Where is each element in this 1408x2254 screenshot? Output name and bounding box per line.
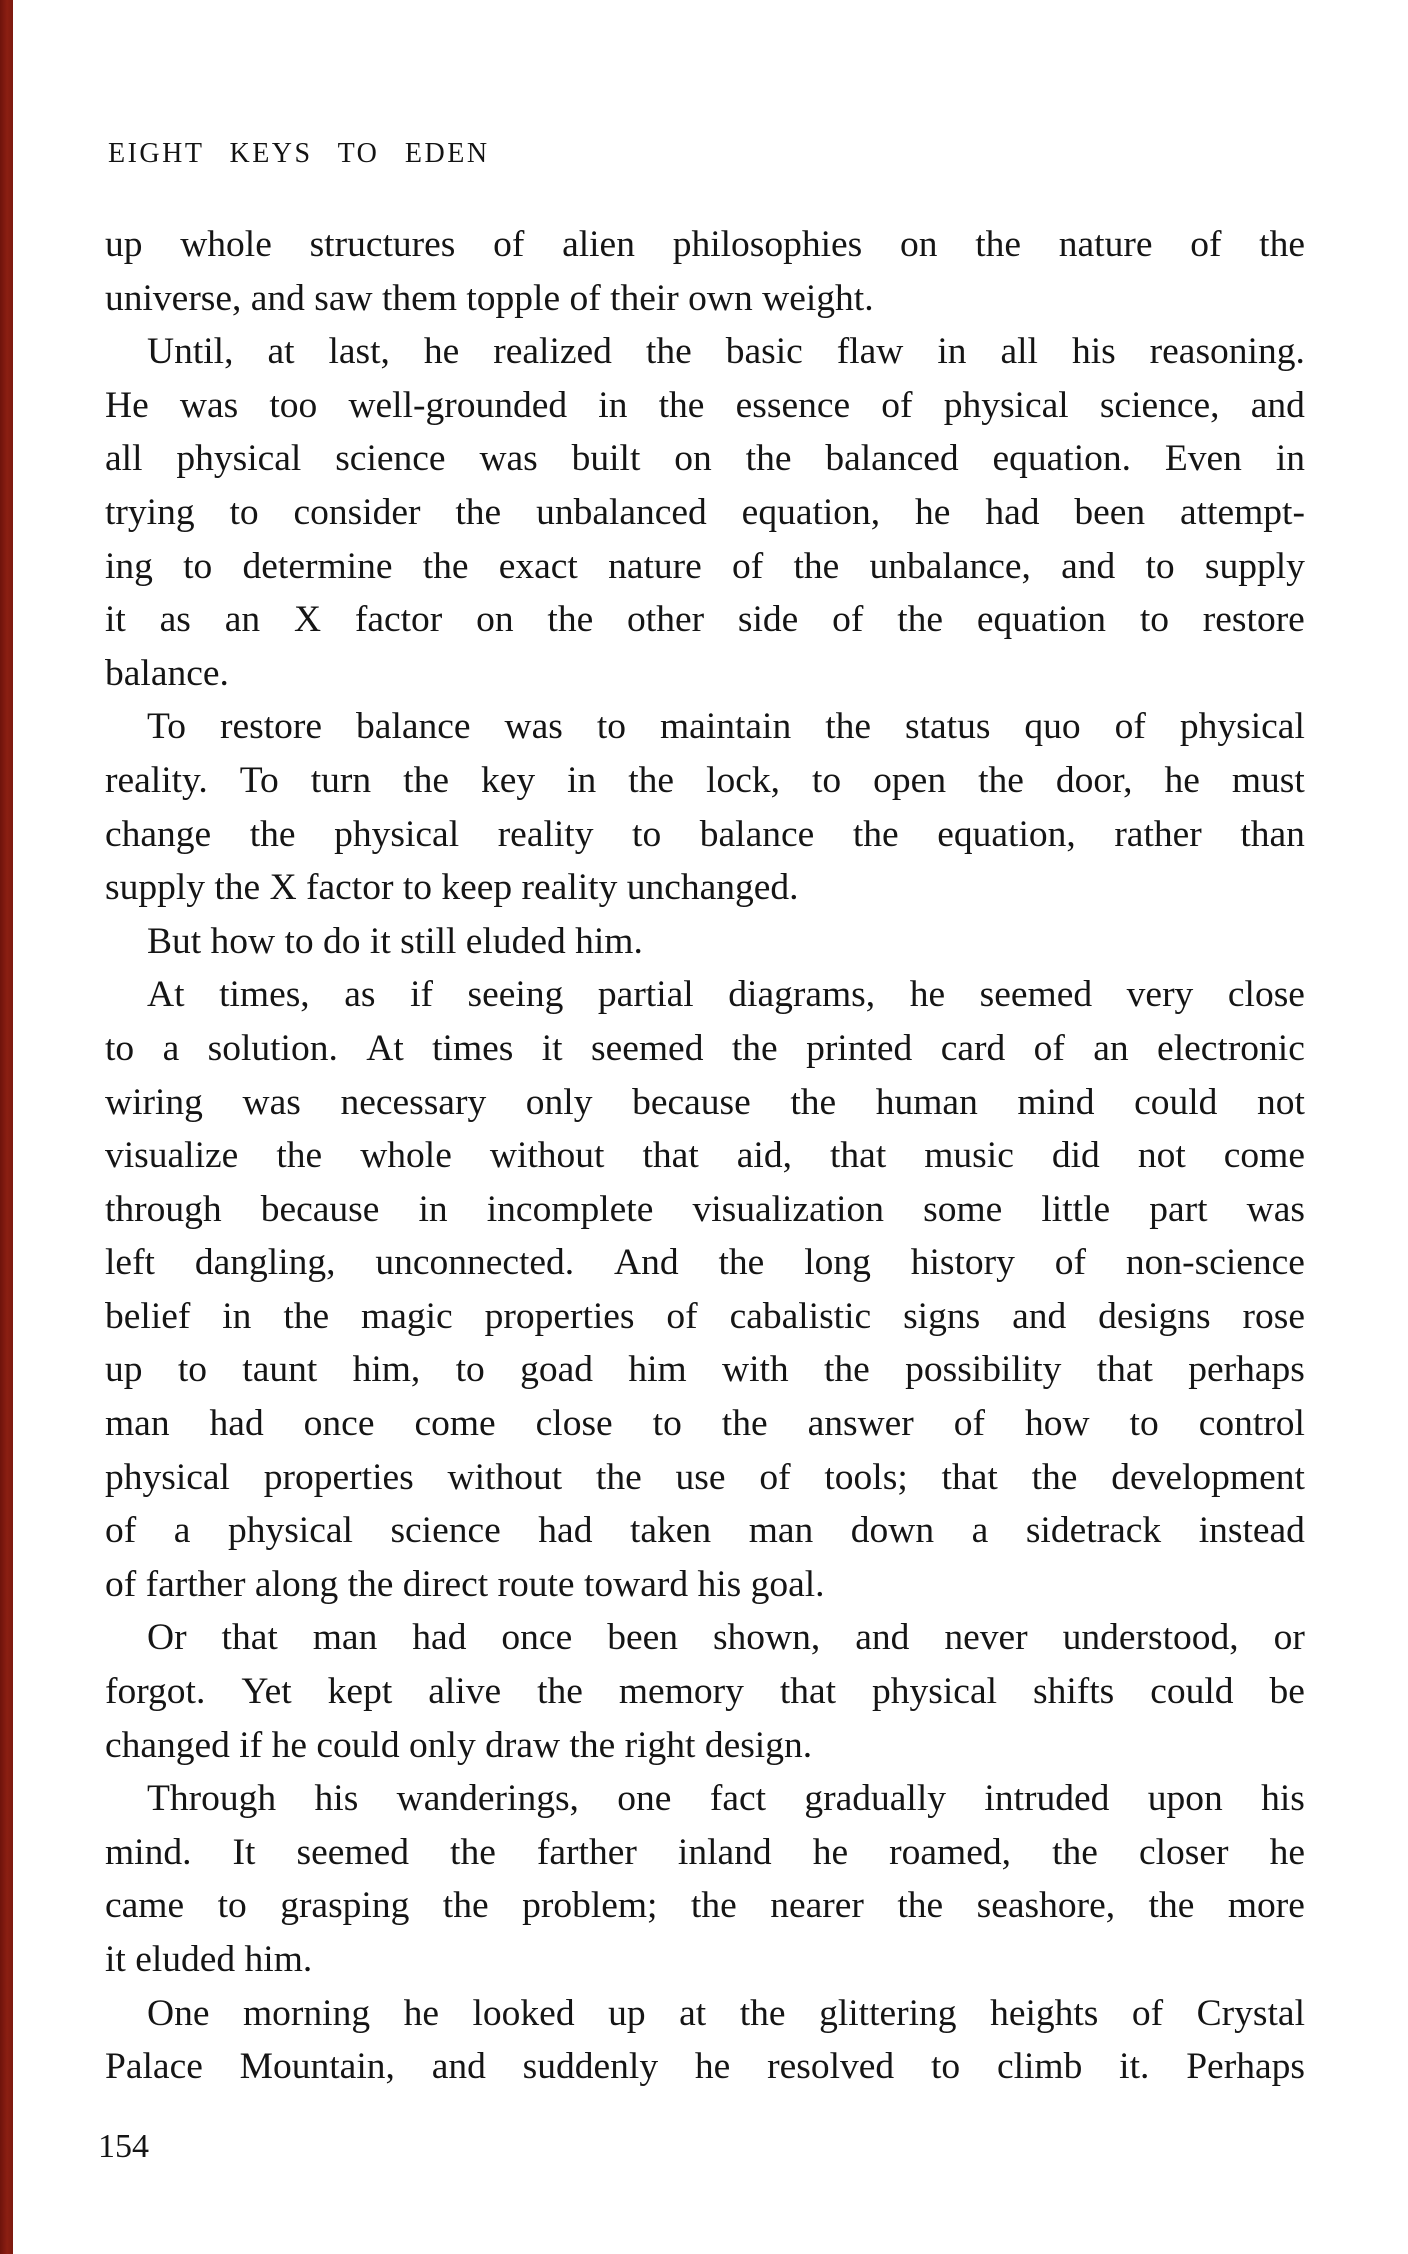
text-line: changed if he could only draw the right design. <box>105 1724 813 1766</box>
text-line: supply the X factor to keep reality unchanged. <box>105 867 799 909</box>
text-line: One morning he looked up at the glittering heights of Crystal <box>147 1992 1305 2034</box>
text-line: forgot. Yet kept alive the memory that physical shifts could be <box>105 1671 1305 1713</box>
text-line: of farther along the direct route toward his goal. <box>105 1563 825 1605</box>
text-line: Palace Mountain, and suddenly he resolved to climb it. Perhaps <box>105 2046 1305 2088</box>
text-line: trying to consider the unbalanced equation, he had been attempt- <box>105 491 1305 533</box>
text-line: visualize the whole without that aid, that music did not come <box>105 1135 1305 1177</box>
text-line: it as an X factor on the other side of the equation to restore <box>105 599 1305 641</box>
text-block <box>105 218 1305 2094</box>
text-line: Through his wanderings, one fact gradually intruded upon his <box>147 1778 1305 1820</box>
text-line: To restore balance was to maintain the status quo of physical <box>147 706 1305 748</box>
text-line: change the physical reality to balance the equation, rather than <box>105 813 1305 855</box>
text-line: it eluded him. <box>105 1939 313 1980</box>
text-line: to a solution. At times it seemed the printed card of an electronic <box>105 1027 1305 1069</box>
text-line: universe, and saw them topple of their own weight. <box>105 277 874 319</box>
running-header: EIGHT KEYS TO EDEN <box>108 138 490 169</box>
text-line: Until, at last, he realized the basic flaw in all his reasoning. <box>147 331 1305 373</box>
text-line: Or that man had once been shown, and never understood, or <box>147 1617 1305 1659</box>
text-line: balance. <box>105 652 229 694</box>
text-line: man had once come close to the answer of how to control <box>105 1403 1305 1445</box>
text-line: He was too well-grounded in the essence of physical science, and <box>105 384 1305 426</box>
text-line: But how to do it still eluded him. <box>147 920 643 962</box>
text-line: wiring was necessary only because the human mind could not <box>105 1081 1305 1123</box>
book-spine-edge <box>0 0 13 2254</box>
page-number: 154 <box>98 2128 149 2165</box>
text-line: up whole structures of alien philosophies on the nature of the <box>105 224 1305 265</box>
text-line: mind. It seemed the farther inland he roamed, the closer he <box>105 1831 1305 1873</box>
text-line: of a physical science had taken man down a sidetrack instead <box>105 1510 1305 1552</box>
text-line: reality. To turn the key in the lock, to open the door, he must <box>105 759 1305 801</box>
text-line: ing to determine the exact nature of the unbalance, and to supply <box>105 545 1305 587</box>
text-line: up to taunt him, to goad him with the possibility that perhaps <box>105 1349 1305 1391</box>
text-line: came to grasping the problem; the nearer the seashore, the more <box>105 1885 1305 1927</box>
text-line: left dangling, unconnected. And the long history of non-science <box>105 1242 1305 1284</box>
text-line: At times, as if seeing partial diagrams, he seemed very close <box>147 974 1305 1016</box>
text-line: all physical science was built on the balanced equation. Even in <box>105 438 1305 480</box>
text-line: physical properties without the use of tools; that the development <box>105 1456 1305 1498</box>
text-line: through because in incomplete visualization some little part was <box>105 1188 1305 1230</box>
text-line: belief in the magic properties of cabalistic signs and designs rose <box>105 1295 1305 1337</box>
